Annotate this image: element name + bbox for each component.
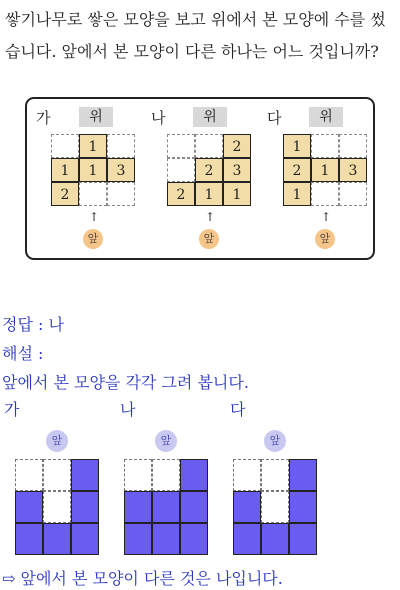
top-view-tag: 위 [309,107,343,127]
block-cell [43,523,71,555]
answer-line: 정답 : 나 [2,315,64,334]
solution-label-ga: 가 [4,400,20,419]
option-label: 다 [267,109,282,127]
option-label: 나 [151,109,166,127]
solution-label-na: 나 [120,400,136,419]
block-cell [233,523,261,555]
top-view-grid [167,134,251,207]
empty-cell [261,491,289,523]
block-cell [180,523,208,555]
grid-cell: 3 [339,158,367,182]
top-view-tag: 위 [79,107,113,127]
grid-cell [107,182,135,206]
front-marker: 앞 [83,229,103,249]
explanation-title: 해설 : [2,344,44,363]
grid-cell [167,134,195,158]
grid-cell: 2 [167,182,195,206]
grid-cell [311,134,339,158]
block-cell [71,523,99,555]
grid-cell: 1 [223,182,251,206]
empty-cell [43,491,71,523]
block-cell [152,523,180,555]
front-marker: 앞 [155,430,177,452]
block-cell [180,459,208,491]
front-marker: 앞 [315,229,335,249]
block-cell [289,459,317,491]
block-cell [124,491,152,523]
top-view-grid [51,134,135,207]
block-cell [261,523,289,555]
grid-cell: 2 [283,158,311,182]
front-view-na [124,459,208,555]
empty-cell [43,459,71,491]
block-cell [15,491,43,523]
grid-cell: 3 [107,158,135,182]
block-cell [71,491,99,523]
grid-cell [107,134,135,158]
grid-cell: 1 [51,158,79,182]
solution-label-da: 다 [230,400,246,419]
top-view-grid [283,134,367,207]
grid-cell [195,134,223,158]
grid-cell [167,158,195,182]
block-cell [180,491,208,523]
front-marker: 앞 [264,430,286,452]
block-cell [152,491,180,523]
block-cell [289,491,317,523]
empty-cell [15,459,43,491]
block-cell [15,523,43,555]
explanation-text: 앞에서 본 모양을 각각 그려 봅니다. [2,373,249,392]
grid-cell: 2 [223,134,251,158]
grid-cell [339,134,367,158]
empty-cell [233,459,261,491]
conclusion-text: ⇨ 앞에서 본 모양이 다른 것은 나입니다. [2,569,283,588]
block-cell [289,523,317,555]
grid-cell [79,182,107,206]
question-text: 쌓기나무로 쌓은 모양을 보고 위에서 본 모양에 수를 썼습니다. 앞에서 본 모양이 다른 하나는 어느 것입니까? [5,10,386,61]
grid-cell: 1 [283,182,311,206]
grid-cell: 2 [195,158,223,182]
grid-cell [311,182,339,206]
top-view-tag: 위 [193,107,227,127]
block-cell [71,459,99,491]
grid-cell: 1 [311,158,339,182]
front-marker: 앞 [199,229,219,249]
grid-cell: 1 [283,134,311,158]
front-view-ga [15,459,99,555]
front-arrow-icon: ↑ [89,210,100,224]
block-cell [124,523,152,555]
front-arrow-icon: ↑ [321,210,332,224]
grid-cell: 1 [195,182,223,206]
front-marker: 앞 [46,430,68,452]
option-label: 가 [36,109,51,127]
grid-cell [51,134,79,158]
empty-cell [152,459,180,491]
front-arrow-icon: ↑ [205,210,216,224]
problem-figure-box [25,97,375,260]
empty-cell [124,459,152,491]
grid-cell: 2 [51,182,79,206]
grid-cell: 1 [79,134,107,158]
grid-cell: 3 [223,158,251,182]
grid-cell [339,182,367,206]
grid-cell: 1 [79,158,107,182]
block-cell [233,491,261,523]
front-view-da [233,459,317,555]
empty-cell [261,459,289,491]
